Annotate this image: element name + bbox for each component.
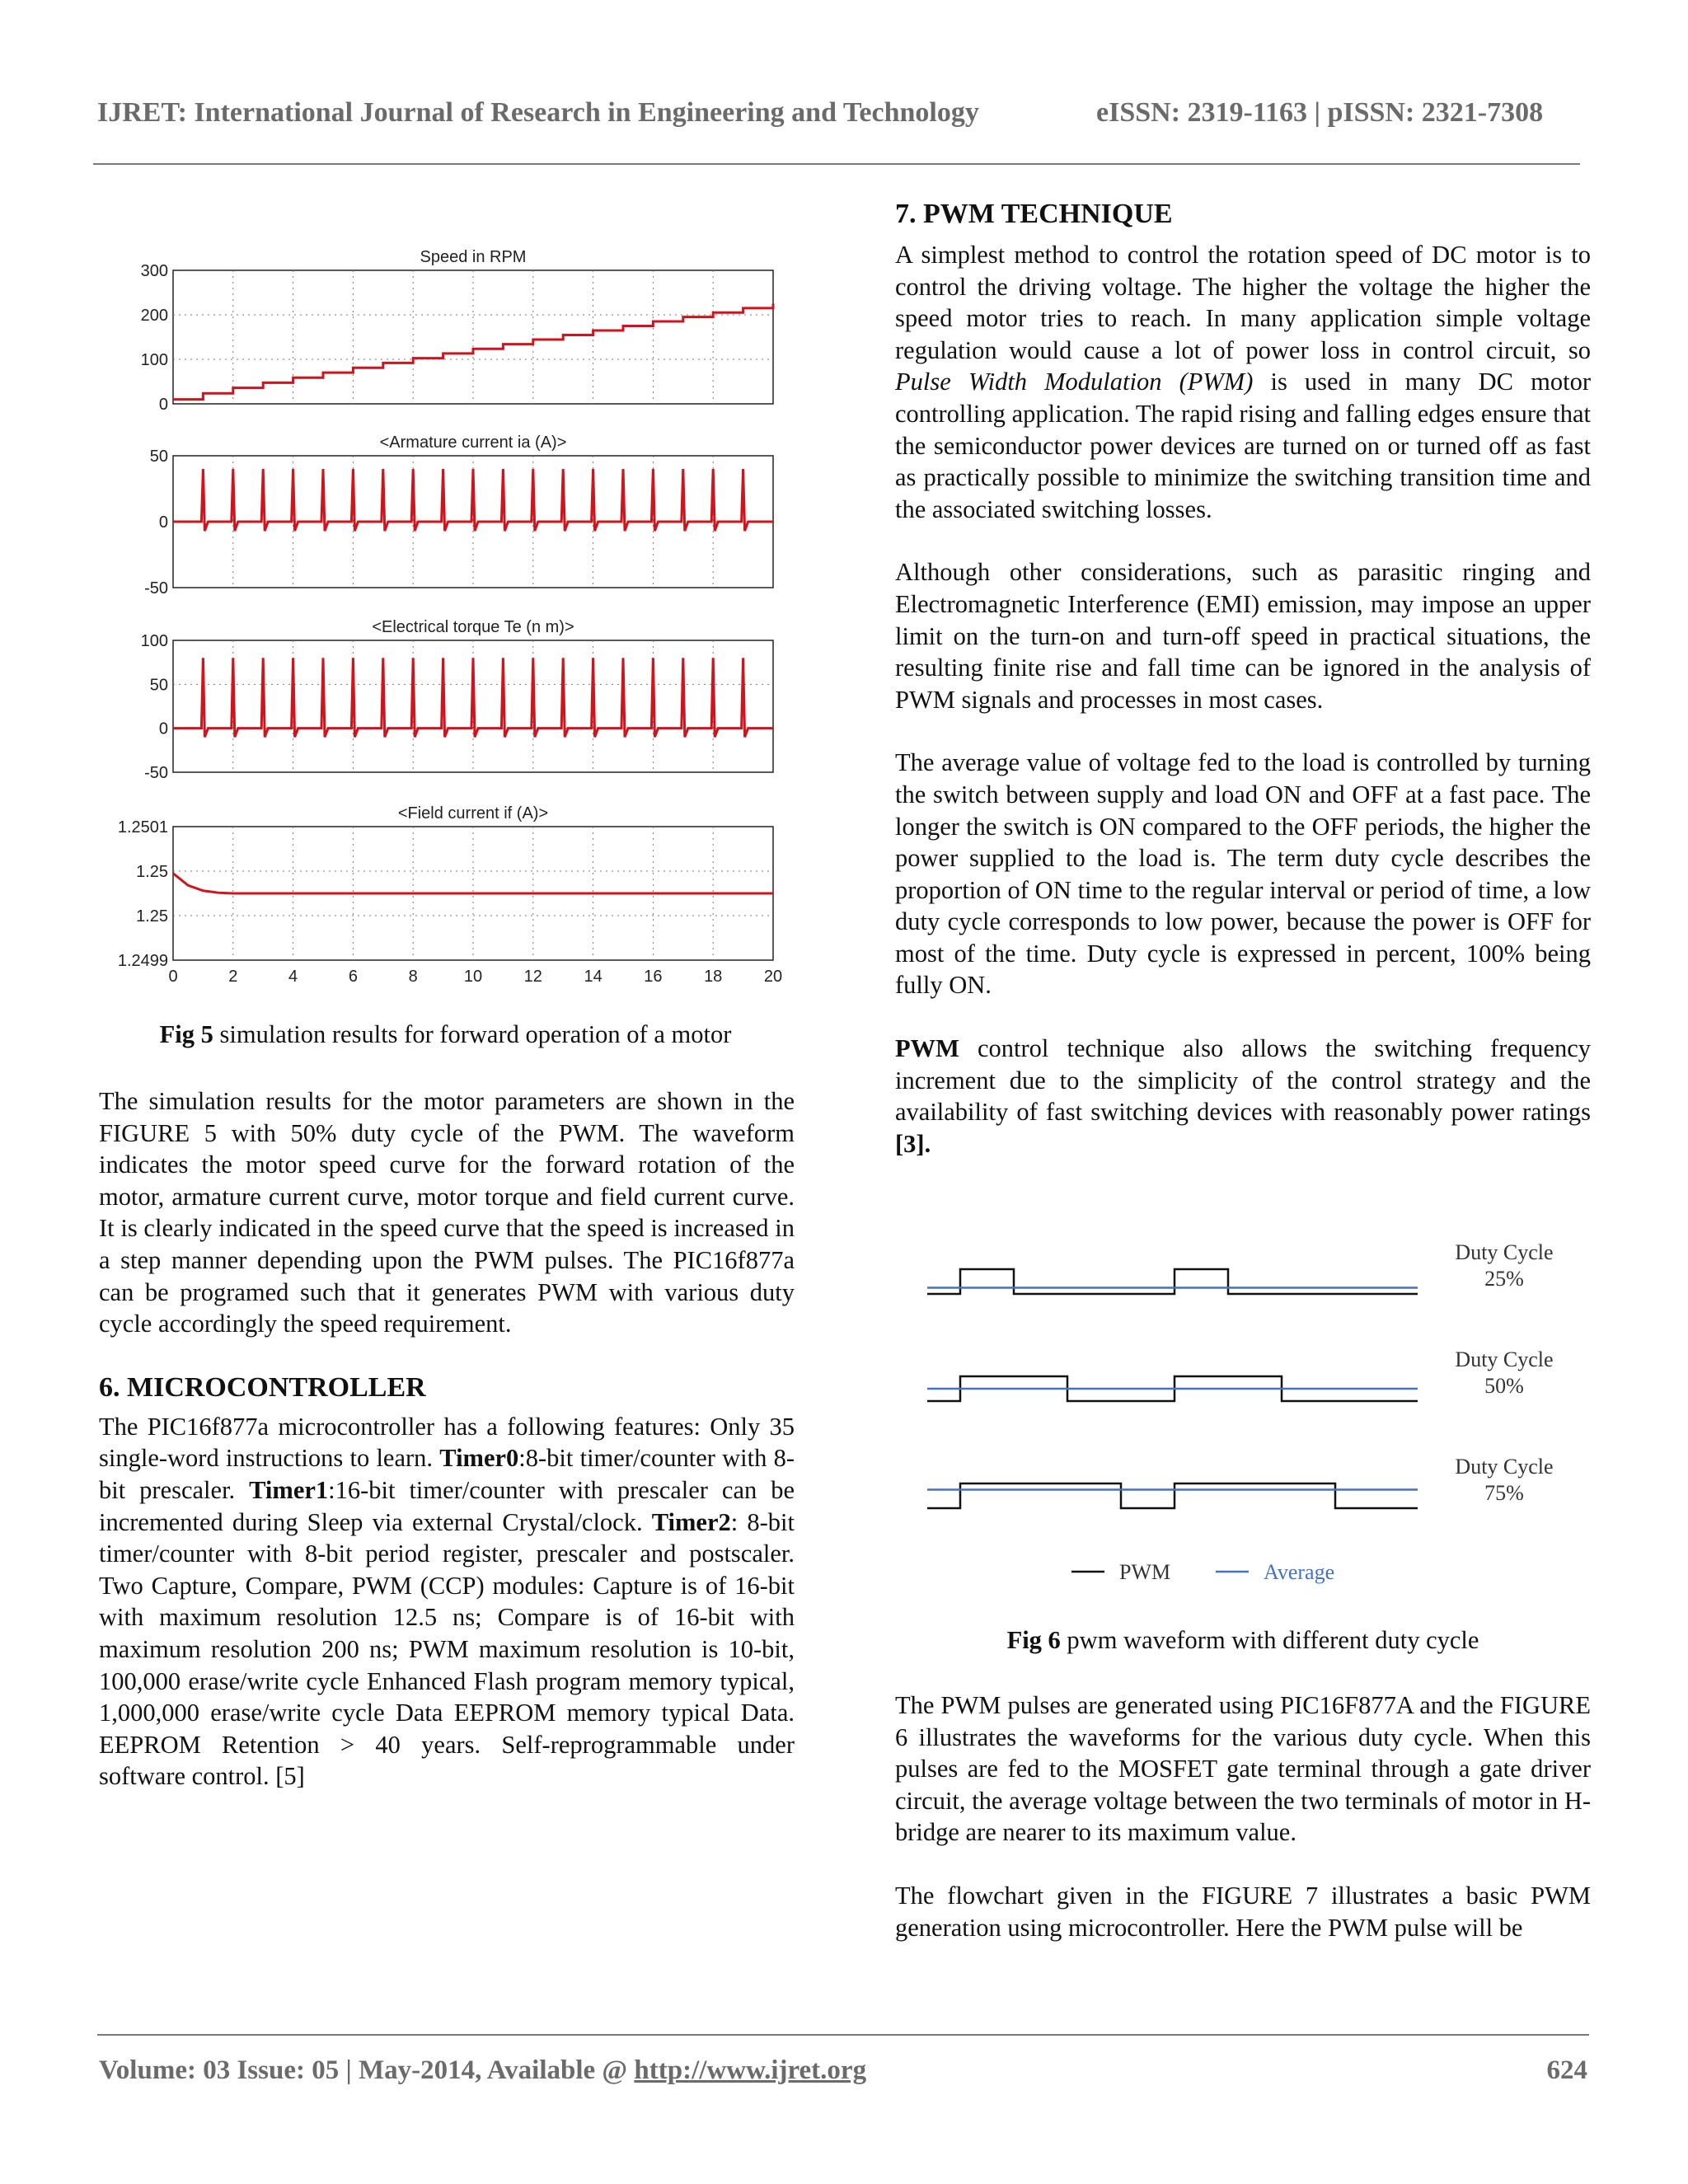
- fig5-panel-title: <Armature current ia (A)>: [379, 434, 567, 452]
- fig5-x-tick-label: 0: [168, 968, 178, 986]
- microcontroller-paragraph: [99, 1411, 795, 1793]
- fig6-row-3: [927, 1455, 1554, 1508]
- fig5-panel-title: <Field current if (A)>: [397, 804, 549, 823]
- figure-6-label: Fig 6: [1006, 1626, 1061, 1654]
- fig5-y-tick-label: 1.25: [136, 907, 168, 926]
- fig6-row-1: [927, 1240, 1554, 1294]
- fig6-duty-label: Duty Cycle: [1455, 1455, 1554, 1479]
- pwm-intro-text-b: is used in many DC motor controlling application. The rapid rising and falling edges ensure that the semiconductor power devices are turned on or turned off as fast as practically possible to minimize the switching transition time and the associated switching losses.: [895, 368, 1591, 523]
- fig5-y-tick-label: 100: [140, 351, 168, 369]
- pwm-bold-term: PWM: [895, 1034, 959, 1063]
- header-rule: [93, 163, 1580, 165]
- pwm-term: Pulse Width Modulation (PWM): [895, 368, 1254, 396]
- mc-text-4: : 8-bit timer/counter with 8-bit period register, prescaler and postscaler. Two Capture, Compare, PWM (CCP) modules: Capture is of 16-bit with maximum resolution 12.5 ns; Compare is of 16-bit with maximum resolution 200 ns; PWM maximum resolution is 10-bit, 100,000 erase/write cycle Enhanced Flash program memory typical, 1,000,000 erase/write cycle Data EEPROM memory typical Data. EEPROM Retention > 40 years. Self-reprogrammable under software control. [5]: [99, 1507, 795, 1791]
- right-column-lower: [895, 1690, 1591, 1943]
- fig5-y-tick-label: -50: [144, 764, 168, 782]
- fig6-duty-label: Duty Cycle: [1455, 1347, 1554, 1371]
- fig6-duty-percent: 25%: [1484, 1267, 1524, 1291]
- footer-volume-text: Volume: 03 Issue: 05 | May-2014, Available @: [99, 2055, 635, 2085]
- fig5-x-tick-label: 12: [523, 968, 542, 986]
- fig5-y-tick-label: -50: [144, 579, 168, 598]
- fig5-y-tick-label: 100: [140, 632, 168, 650]
- fig5-y-tick-label: 300: [140, 262, 168, 280]
- footer-volume: [99, 2055, 866, 2086]
- fig5-x-tick-label: 2: [228, 968, 238, 986]
- fig6-row-2: [927, 1347, 1554, 1401]
- timer1-term: Timer1: [249, 1475, 329, 1504]
- fig5-x-tick-label: 14: [584, 968, 603, 986]
- figure-5-caption: [97, 1020, 794, 1049]
- fig5-x-tick-label: 6: [348, 968, 358, 986]
- fig5-panel-3: [141, 618, 773, 782]
- legend-average-label: Average: [1264, 1560, 1335, 1584]
- fig6-duty-label: Duty Cycle: [1455, 1240, 1554, 1264]
- left-column: [99, 1085, 795, 1793]
- emi-paragraph: Although other considerations, such as parasitic ringing and Electromagnetic Interference (EMI) emission, may impose an upper limit on the turn-on and turn-off speed in practical situations, the resulting finite rise and fall time can be ignored in the analysis of PWM signals and processes in most cases.: [895, 558, 1591, 714]
- fig6-duty-percent: 50%: [1484, 1374, 1524, 1398]
- fig5-y-tick-label: 0: [158, 396, 168, 414]
- fig5-y-tick-label: 50: [149, 676, 168, 695]
- figure-5-caption-text: simulation results for forward operation of a motor: [213, 1020, 732, 1048]
- fig5-y-tick-label: 0: [158, 719, 168, 738]
- journal-link[interactable]: http://www.ijret.org: [634, 2055, 867, 2085]
- figure-5-plots: [107, 235, 791, 993]
- footer-rule: [97, 2034, 1589, 2036]
- fig5-panel-1: [141, 248, 773, 414]
- duty-cycle-paragraph: The average value of voltage fed to the load is controlled by turning the switch between supply and load ON and OFF at a fast pace. The longer the switch is ON compared to the OFF periods, the higher the power supplied to the load is. The term duty cycle describes the proportion of ON time to the regular interval or period of time, a low duty cycle corresponds to low power, because the power is OFF for most of the time. Duty cycle is expressed in percent, 100% being fully ON.: [895, 748, 1591, 1000]
- figure-6-caption: [895, 1626, 1591, 1655]
- figure-6-pwm-waveforms: [907, 1236, 1582, 1599]
- fig5-x-tick-label: 20: [763, 968, 783, 986]
- mc-text-1: The PIC16f877a microcontroller has a following features: Only 35 single-word instructions to learn.: [99, 1412, 795, 1473]
- timer2-term: Timer2: [651, 1507, 731, 1536]
- fig5-y-tick-label: 200: [140, 307, 168, 325]
- fig5-x-tick-label: 18: [704, 968, 723, 986]
- fig5-y-tick-label: 1.25: [136, 863, 168, 881]
- fig6-legend: [1071, 1560, 1334, 1584]
- fig6-duty-percent: 75%: [1484, 1481, 1524, 1505]
- pwm-intro-text-a: A simplest method to control the rotation speed of DC motor is to control the driving voltage. The higher the voltage the higher the speed motor tries to reach. In many application simple voltage regulation would cause a lot of power loss in control circuit, so: [895, 241, 1591, 364]
- flowchart-paragraph: The flowchart given in the FIGURE 7 illustrates a basic PWM generation using microcontroller. Here the PWM pulse will be: [895, 1881, 1591, 1942]
- fig5-x-tick-label: 16: [644, 968, 663, 986]
- pwm-generation-paragraph: The PWM pulses are generated using PIC16F877A and the FIGURE 6 illustrates the waveforms for the various duty cycle. When this pulses are fed to the MOSFET gate terminal through a gate driver circuit, the average voltage between the two terminals of motor in H-bridge are nearer to its maximum value.: [895, 1691, 1591, 1847]
- switching-frequency-paragraph: [895, 1033, 1591, 1160]
- fig5-panel-2: [144, 434, 773, 598]
- reference-3: [3].: [895, 1129, 931, 1158]
- simulation-results-paragraph: The simulation results for the motor parameters are shown in the FIGURE 5 with 50% duty cycle of the PWM. The waveform indicates the motor speed curve for the forward rotation of the motor, armature current curve, motor torque and field current curve. It is clearly indicated in the speed curve that the speed is increased in a step manner depending upon the PWM pulses. The PIC16f877a can be programed such that it generates PWM with various duty cycle accordingly the speed requirement.: [99, 1087, 795, 1338]
- figure-6-caption-text: pwm waveform with different duty cycle: [1060, 1626, 1479, 1654]
- right-column-upper: [895, 198, 1591, 1160]
- fig5-panel-title: Speed in RPM: [420, 248, 527, 266]
- mc-text-2: :8-bit timer/counter with 8-bit prescaler.: [99, 1444, 795, 1504]
- fig6-pwm-trace: [927, 1269, 1418, 1294]
- fig5-x-tick-label: 4: [288, 968, 298, 986]
- fig5-y-tick-label: 1.2499: [117, 952, 168, 970]
- timer0-term: Timer0: [439, 1444, 519, 1473]
- issn: eISSN: 2319-1163 | pISSN: 2321-7308: [1096, 97, 1544, 128]
- fig5-panel-4: [118, 804, 782, 986]
- fig5-y-tick-label: 1.2501: [117, 818, 168, 837]
- legend-pwm-label: PWM: [1119, 1560, 1171, 1584]
- pwm-intro-paragraph: [895, 239, 1591, 525]
- journal-title: IJRET: International Journal of Research in Engineering and Technology: [97, 97, 979, 128]
- page-number: 624: [1546, 2055, 1587, 2085]
- fig6-pwm-trace: [927, 1483, 1418, 1508]
- mc-text-3: :16-bit timer/counter with prescaler can be incremented during Sleep via external Crystal/clock.: [99, 1475, 795, 1536]
- section-7-heading: 7. PWM TECHNIQUE: [895, 199, 1173, 229]
- fig5-y-tick-label: 0: [158, 513, 168, 532]
- figure-5-label: Fig 5: [159, 1020, 213, 1048]
- fig5-x-tick-label: 10: [463, 968, 483, 986]
- section-6-heading: 6. MICROCONTROLLER: [99, 1371, 426, 1403]
- switching-frequency-text: control technique also allows the switching frequency increment due to the simplicity of the control strategy and the availability of fast switching devices with reasonably power ratings: [895, 1034, 1591, 1127]
- fig5-x-tick-label: 8: [408, 968, 418, 986]
- fig5-panel-title: <Electrical torque Te (n m)>: [372, 618, 574, 636]
- fig5-y-tick-label: 50: [149, 448, 168, 466]
